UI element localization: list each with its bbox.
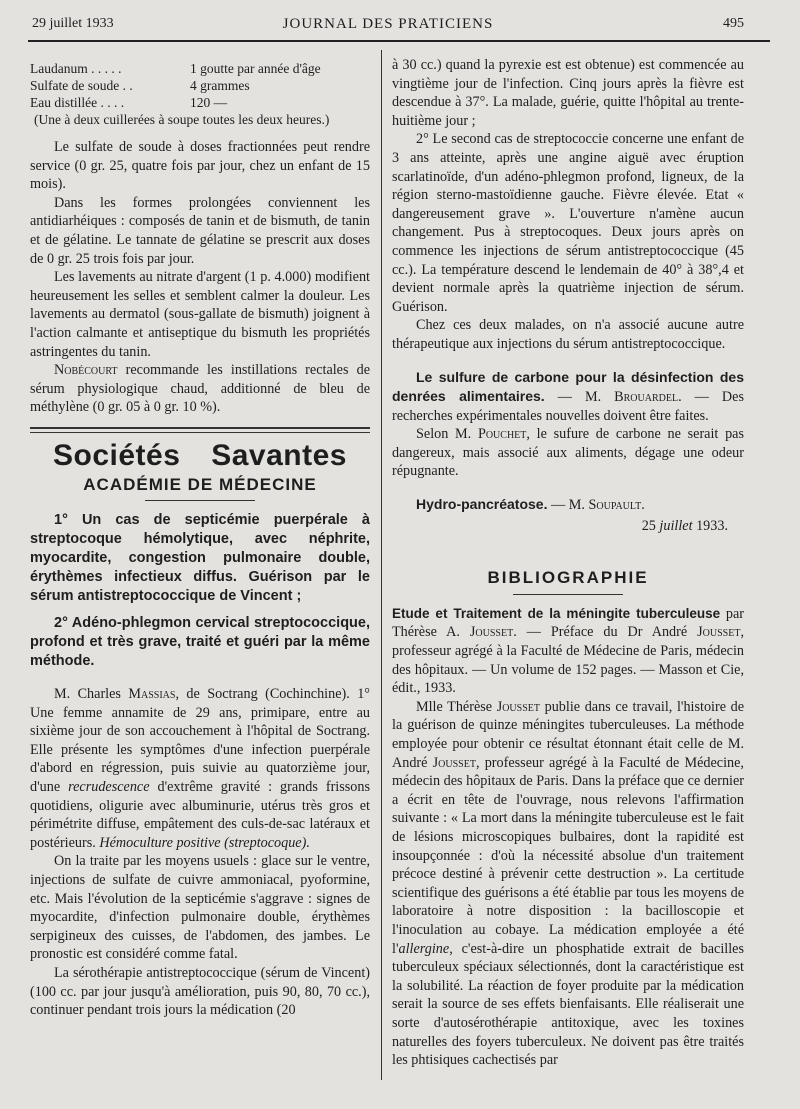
- book-reference: [392, 605, 744, 698]
- recipe-line: [30, 77, 370, 94]
- section-divider: [30, 427, 370, 433]
- right-column: [392, 56, 744, 1070]
- paragraph-text: publie dans ce travail, l'histoire de la guérison de quinze méningites tuberculeuses. La méthode employée pour obtenir ce résultat étonnant était celle de M. André: [392, 698, 745, 771]
- author-name: Massias: [128, 686, 176, 703]
- paragraph: [392, 425, 744, 481]
- recipe-ingredient: Eau distillée . . . .: [30, 95, 125, 110]
- author-name: Jousset: [697, 624, 741, 641]
- recipe-dose: 1 goutte par année d'âge: [190, 61, 321, 76]
- date-text: 25: [641, 517, 660, 534]
- header-rule: [28, 40, 770, 42]
- date-text: 1933.: [692, 517, 728, 534]
- author-name: Soupault: [588, 497, 642, 514]
- author-name: Pouchet: [477, 426, 527, 443]
- paragraph-text: . — Des recherches expérimentales nouvelles doivent être faites.: [392, 389, 744, 424]
- paragraph: [392, 698, 744, 1070]
- prescription-recipe: [30, 60, 370, 128]
- paragraph-text: — M.: [547, 497, 589, 514]
- paragraph-text: , de Soctrang (Cochinchine). 1° Une femme annamite de 29 ans, primipare, entre au sixième jour de son accouchement à l'hôpital de Soctrang. Elle présente les symptômes d'une infection puerpérale d'abord en régression, puis suivie au quatorzième jour, d'une: [30, 686, 370, 796]
- session-date: [392, 517, 728, 536]
- author-name: Jousset: [469, 624, 514, 641]
- recipe-ingredient: Sulfate de soude . .: [30, 78, 133, 93]
- issue-date: 29 juillet 1933: [32, 16, 114, 31]
- left-column: [30, 56, 370, 1020]
- paragraph-text: , c'est-à-dire un phosphatide extrait de bacilles tuberculeux spéciaux sélectionnés, dont la caractéristique est la solubilité. La réaction de foyer produite par la médication serait la source de ses effets bienfaisants. Elle réaliserait une sorte d'autosérothérapie antitoxique, avec les toxines naturelles des foyers tuberculeux. Ne doivent pas être traités les phtisiques cachectisés par: [392, 940, 744, 1069]
- journal-title: JOURNAL DES PRATICIENS: [282, 16, 494, 32]
- date-month: juillet: [659, 517, 693, 534]
- running-header: [32, 16, 744, 40]
- title-underline: [145, 500, 255, 501]
- paragraph: à 30 cc.) quand la pyrexie est est obtenue) est commencée au vingtième jour de l'infection. Cinq jours après la fièvre est descendue à 37°. La malade, guérie, quitte l'hôpital au trente-huitième jour ;: [392, 57, 744, 129]
- paragraph-text: par Thérèse A.: [392, 605, 744, 641]
- author-name: Jousset: [432, 754, 476, 771]
- paragraph: 2° Le second cas de streptococcie concerne une enfant de 3 ans atteinte, après une angine aiguë avec éruption scarlatinoïde, d'un adéno-phlegmon profond, ligneux, de la région sterno-mastoïdienne gauche. Fièvre élevée. Etat « dangereusement grave ». L'ouverture n'amène aucun changement. Pus à streptocoques. Deux jours après on commence les injections de sérum antistreptococcique (45 cc.). La température descend le lendemain de 40° à 38°,4 et devient normale après la quatrième injection de sérum. Guérison.: [392, 131, 744, 315]
- communication-title: Le sulfure de carbone pour la désinfection des denrées alimentaires.: [392, 368, 744, 405]
- communication-title: Hydro-pancréatose.: [416, 496, 548, 513]
- section-title: BIBLIOGRAPHIE: [487, 568, 649, 588]
- paragraph-text: Mlle Thérèse: [416, 698, 497, 715]
- recipe-line: [30, 94, 370, 111]
- paragraph-text: Selon M.: [416, 426, 478, 443]
- emphasis: allergine: [398, 940, 450, 957]
- paragraph-text: , professeur agrégé à la Faculté de Médecine, médecin des hôpitaux de Paris. Dans la préface que ce dernier a écrit en tête de l'ouvrage, nous relevons l'affirmation suivante : « La mort dans la méningite tuberculeuse est le fait de lésions microscopiques bulbaires, dont la rapidité est insoupçonnée : d'où la nécessité absolue d'un traitement précoce destiné à prévenir cette destruction ». La certitude scientifique des guérisons a été établie par tous les moyens de laboratoire à notre disposition : la bacilloscopie et l'inoculation au cobaye. La médication employée a été l': [392, 754, 744, 957]
- section-title: Sociétés Savantes: [53, 438, 347, 472]
- recipe-dose: 4 grammes: [190, 78, 250, 93]
- column-divider: [381, 50, 382, 1080]
- paragraph: Les lavements au nitrate d'argent (1 p. 4.000) modifient heureusement les selles et semblent calmer la douleur. Les lavements au dermatol (sous-gallate de bismuth) joignent à l'action calmante et antiseptique du bismuth les propriétés astringentes du tanin.: [30, 269, 370, 360]
- paragraph: Le sulfate de soude à doses fractionnées peut rendre service (0 gr. 25, quatre fois par jour, chez un enfant de 15 mois).: [30, 139, 370, 193]
- emphasis: Hémoculture positive (streptocoque).: [99, 834, 310, 851]
- paragraph: On la traite par les moyens usuels : glace sur le ventre, injections de sulfate de cuivre ammoniacal, pyoformine, etc. Mais l'évolution de la septicémie s'aggrave : signes de myocardite, d'infection pulmonaire double, érythèmes serpigineux des cuisses, de l'abdomen, des jambes. Le pronostic est considéré comme fatal.: [30, 853, 370, 963]
- recipe-line: [30, 60, 370, 77]
- paragraph: Dans les formes prolongées conviennent les antidiarhéiques : composés de tanin et de bismuth, de tanin et de gélatine. Le tannate de gélatine se prescrit aux doses de 0 gr. 25 trois fois par jour.: [30, 194, 370, 267]
- paragraph-text: — M.: [544, 389, 615, 406]
- paragraph: [30, 685, 370, 852]
- paragraph-text: d'extrême gravité : grands frissons quotidiens, oligurie avec albuminurie, utérus très gros et périmétrite diffuse, empâtement des culs-de-sac latéraux et postérieurs.: [30, 779, 370, 851]
- page-number: 495: [723, 16, 744, 31]
- paragraph-text: , le sufure de carbone ne serait pas dangereux, mais associé aux aliments, dégage une odeur répugnante.: [392, 426, 745, 480]
- author-name: Nobécourt: [54, 362, 118, 379]
- title-underline: [513, 594, 623, 595]
- communication-title: 1° Un cas de septicémie puerpérale à streptocoque hémolytique, avec néphrite, myocardite, congestion pulmonaire double, érythèmes infectieux diffus. Guérison par le sérum antistreptococcique de Vincent ;: [30, 512, 370, 605]
- paragraph-text: . — Préface du Dr André: [513, 624, 698, 641]
- paragraph: Chez ces deux malades, on n'a associé aucune autre thérapeutique aux injections du sérum antistreptococcique.: [392, 317, 744, 352]
- paragraph-text: .: [641, 497, 645, 514]
- book-title: Etude et Traitement de la méningite tuberculeuse: [392, 605, 721, 621]
- communication-entry: [392, 495, 744, 515]
- recipe-ingredient: Laudanum . . . . .: [30, 61, 122, 76]
- recipe-note: (Une à deux cuillerées à soupe toutes les deux heures.): [34, 112, 330, 127]
- communication-title: 2° Adéno-phlegmon cervical streptococcique, profond et très grave, traité et guéri par la même méthode.: [30, 615, 370, 670]
- recipe-dose: 120 —: [190, 95, 228, 110]
- author-name: Brouardel: [614, 389, 679, 406]
- subsection-title: ACADÉMIE DE MÉDECINE: [83, 474, 317, 494]
- paragraph-text: , professeur agrégé à la Faculté de Médecine de Paris, médecin des hôpitaux. — Un volume de 152 pages. — Masson et Cie, édit., 1933.: [392, 624, 745, 697]
- paragraph: La sérothérapie antistreptococcique (sérum de Vincent) (100 cc. par jour jusqu'à amélioration, puis 90, 80, 70 cc.), continuer pendant trois jours la médication (20: [30, 965, 370, 1019]
- paragraph-text: M. Charles: [54, 686, 129, 703]
- author-name: Jousset: [496, 698, 540, 715]
- paragraph: [30, 361, 370, 417]
- communication-entry: [392, 368, 744, 426]
- paragraph-text: recommande les instillations rectales de sérum physiologique chaud, additionné de bleu de méthylène (0 gr. 05 à 0 gr. 10 %).: [30, 362, 370, 416]
- emphasis: recrudescence: [68, 779, 150, 796]
